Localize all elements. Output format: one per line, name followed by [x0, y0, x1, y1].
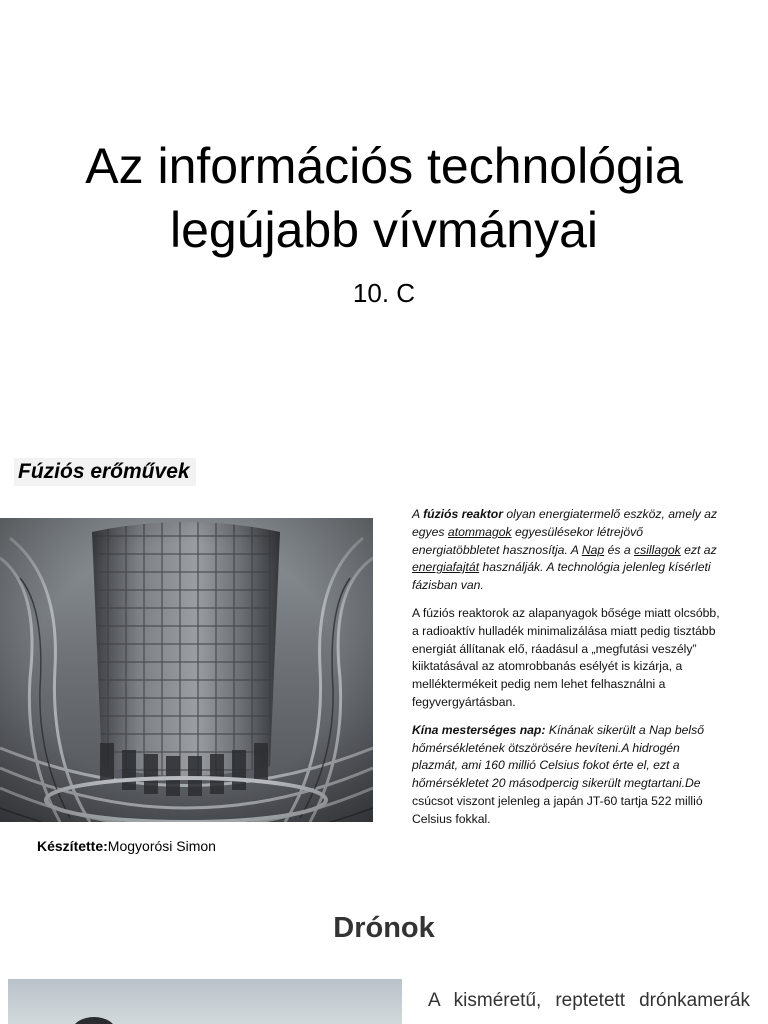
title-line-1: Az információs technológia — [85, 137, 683, 194]
p1-term-fusion-reactor: fúziós reaktor — [423, 507, 503, 521]
p1-text-e: egyesülésekor létrejövő energiatöbbletet hasznosítja. A — [412, 524, 644, 557]
article-paragraph-3 — [412, 722, 724, 829]
section-heading-drones: Drónok — [333, 912, 435, 944]
p1-text-k: használják. A technológia jelenleg kísérleti fázisban van. — [412, 560, 711, 593]
p1-text-g: és a — [604, 542, 635, 557]
fusion-article — [412, 506, 724, 839]
drone-photo — [8, 979, 402, 1024]
link-csillagok[interactable]: csillagok — [634, 542, 681, 557]
author-credit — [37, 838, 216, 854]
p1-text-i: ezt az — [680, 542, 717, 557]
article-paragraph-2: A fúziós reaktorok az alapanyagok bősége miatt olcsóbb, a radioaktív hulladék minimalizálása miatt pedig tisztább energiát állítanak elő, ráadásul a „megfutási veszély” kiiktatásával az atomrobbanás esélyét is kizárja, a melléktermékeit pedig nem lehet felhasználni a fegyvergyártásban. — [412, 605, 720, 709]
credit-name: Mogyorósi Simon — [107, 838, 216, 854]
p3-rest: csúcsot viszont jelenleg a japán JT-60 tartja 522 millió Celsius fokkal. — [412, 793, 703, 826]
p1-text-c: olyan energiatermelő eszköz, amely az egyes — [412, 507, 718, 539]
class-label: 10. C — [352, 278, 416, 308]
p3-lead: Kína mesterséges nap: — [412, 722, 546, 737]
link-energiafajtat[interactable]: energiafajtát — [412, 560, 480, 575]
fusion-reactor-image — [0, 518, 373, 822]
article-paragraph-1 — [412, 506, 724, 595]
title-line-2: legújabb vívmányai — [169, 201, 599, 258]
page-title — [0, 134, 768, 262]
p1-text-a: A — [412, 507, 424, 521]
drones-text: A kisméretű, reptetett drónkamerák — [428, 990, 750, 1011]
section-heading-fusion: Fúziós erőművek — [14, 458, 196, 486]
p3-italic: Kínának sikerült a Nap belső hőmérsékletének ötszörösére hevíteni.A hidrogén plazmát, ami 160 millió Celsius fokot érte el, ezt a hőmérsékletet 20 másodpercig sikerült megtartani.De — [412, 722, 704, 791]
link-atommagok[interactable]: atommagok — [447, 524, 512, 539]
credit-label: Készítette: — [37, 838, 108, 854]
link-nap[interactable]: Nap — [581, 542, 605, 557]
